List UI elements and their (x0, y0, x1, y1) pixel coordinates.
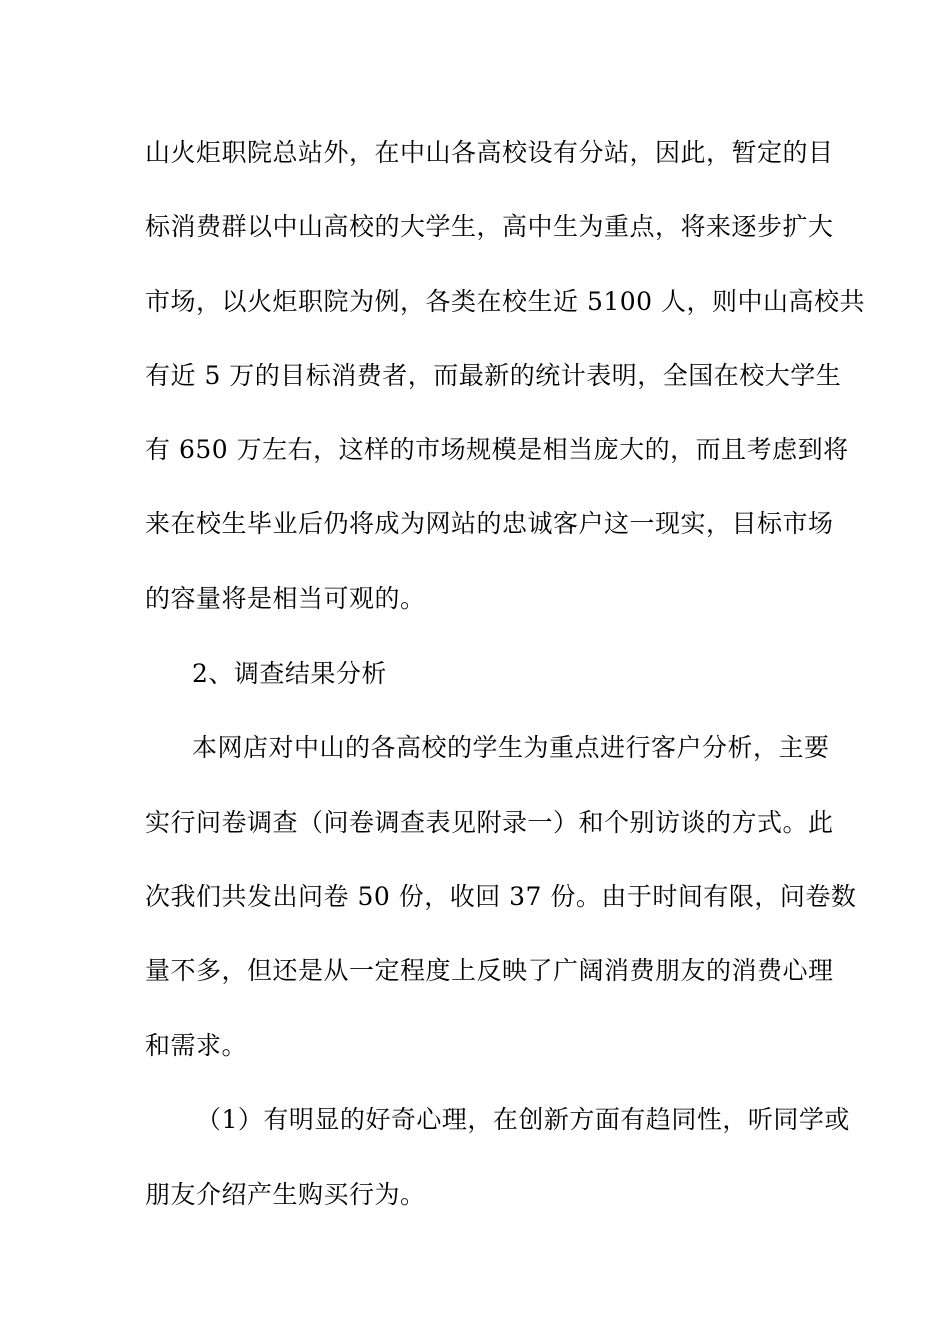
list-item-line: 朋友介绍产生购买行为。 (145, 1180, 426, 1209)
paragraph-line: 次我们共发出问卷 50 份，收回 37 份。由于时间有限，问卷数 (145, 882, 857, 911)
paragraph-line: 的容量将是相当可观的。 (145, 584, 426, 613)
paragraph-line: 有 650 万左右，这样的市场规模是相当庞大的，而且考虑到将 (145, 435, 849, 464)
paragraph-line: 标消费群以中山高校的大学生，高中生为重点，将来逐步扩大 (145, 212, 834, 241)
paragraph-line: 有近 5 万的目标消费者，而最新的统计表明，全国在校大学生 (145, 361, 842, 390)
paragraph-line: 山火炬职院总站外，在中山各高校设有分站，因此，暂定的目 (145, 138, 834, 167)
paragraph-line: 量不多，但还是从一定程度上反映了广阔消费朋友的消费心理 (145, 956, 834, 985)
section-heading: 2、调查结果分析 (192, 659, 387, 688)
paragraph-line: 实行问卷调查（问卷调查表见附录一）和个别访谈的方式。此 (145, 808, 834, 837)
list-item-line: （1）有明显的好奇心理，在创新方面有趋同性，听同学或 (196, 1105, 850, 1134)
paragraph-line: 市场，以火炬职院为例，各类在校生近 5100 人，则中山高校共 (145, 287, 866, 316)
paragraph-line: 本网店对中山的各高校的学生为重点进行客户分析，主要 (192, 733, 830, 762)
paragraph-line: 来在校生毕业后仍将成为网站的忠诚客户这一现实，目标市场 (145, 509, 834, 538)
paragraph-line: 和需求。 (145, 1031, 248, 1060)
